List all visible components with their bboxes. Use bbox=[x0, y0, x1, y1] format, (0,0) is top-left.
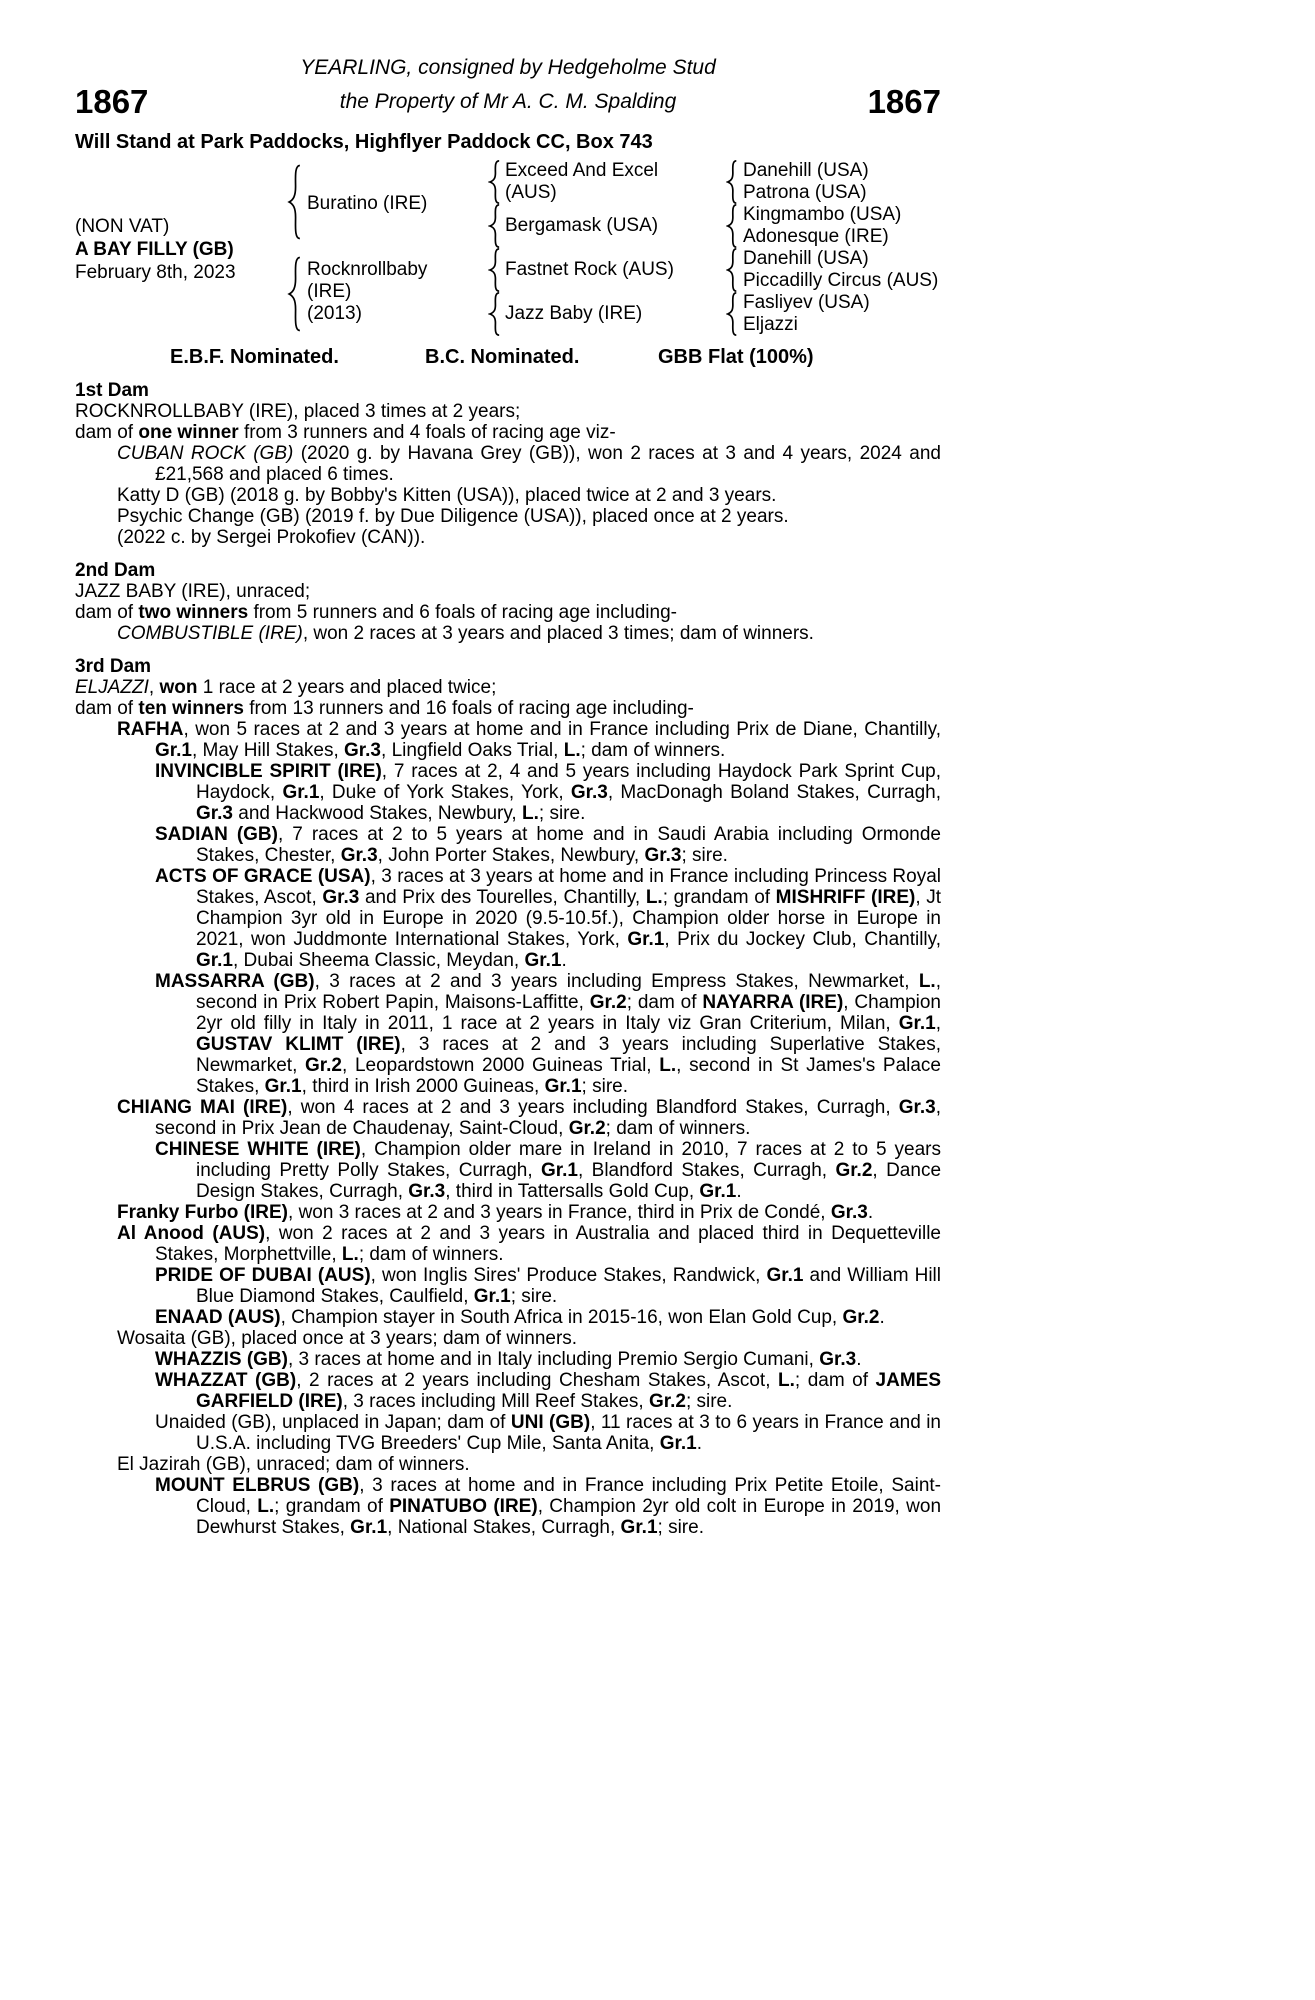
pedigree-brace bbox=[726, 204, 738, 248]
text-segment: ; dam of winners. bbox=[358, 1244, 504, 1265]
text-segment: , second in Prix Robert Papin, Maisons-Laffitte, bbox=[196, 971, 941, 1013]
text-segment: L. bbox=[645, 887, 663, 908]
pedigree-dam-granddam-sire: Fasliyev (USA) bbox=[743, 292, 870, 313]
text-segment: , won 4 races at 2 and 3 years including Blandford Stakes, Curragh, bbox=[287, 1097, 899, 1118]
text-segment: Gr.2 bbox=[568, 1118, 606, 1139]
section-heading: 2nd Dam bbox=[75, 560, 156, 581]
text-segment: , third in Tattersalls Gold Cup, bbox=[445, 1181, 700, 1202]
page-content bbox=[75, 56, 941, 1538]
text-segment: JAZZ BABY (IRE), unraced; bbox=[75, 581, 311, 602]
text-segment: Gr.3 bbox=[830, 1202, 868, 1223]
text-segment: Gr.3 bbox=[898, 1097, 936, 1118]
text-segment: INVINCIBLE SPIRIT (IRE) bbox=[155, 761, 382, 782]
text-segment: ACTS OF GRACE (USA) bbox=[155, 866, 371, 887]
pedigree-paragraph bbox=[75, 698, 941, 719]
text-segment: ; dam of winners. bbox=[605, 1118, 751, 1139]
text-segment: GUSTAV KLIMT (IRE) bbox=[196, 1034, 401, 1055]
text-segment: Gr.1 bbox=[541, 1160, 578, 1181]
dam-section bbox=[75, 656, 941, 1538]
pedigree-paragraph bbox=[75, 1202, 941, 1223]
pedigree-paragraph bbox=[75, 422, 941, 443]
text-segment: ; grandam of bbox=[274, 1496, 390, 1517]
text-segment: Gr.1 bbox=[620, 1517, 658, 1538]
text-segment: , bbox=[935, 1013, 941, 1034]
pedigree-paragraph bbox=[75, 1370, 941, 1412]
text-segment: El Jazirah (GB), unraced; dam of winners. bbox=[117, 1454, 470, 1475]
pedigree-brace bbox=[287, 164, 302, 240]
pedigree-sire-grandsire-dam: Patrona (USA) bbox=[743, 182, 867, 203]
text-segment: (2022 c. by Sergei Prokofiev (CAN)). bbox=[117, 527, 426, 548]
pedigree-paragraph bbox=[75, 1475, 941, 1538]
text-segment: . bbox=[867, 1202, 874, 1223]
pedigree-paragraph bbox=[75, 443, 941, 485]
text-segment: , Champion stayer in South Africa in 2015-16, won Elan Gold Cup, bbox=[280, 1307, 843, 1328]
pedigree-paragraph bbox=[75, 1454, 941, 1475]
text-segment: ROCKNROLLBABY (IRE), placed 3 times at 2 years; bbox=[75, 401, 521, 422]
text-segment: Gr.3 bbox=[570, 782, 608, 803]
text-segment: Gr.1 bbox=[473, 1286, 511, 1307]
lot-header-row bbox=[75, 82, 941, 122]
text-segment: and Hackwood Stakes, Newbury, bbox=[232, 803, 522, 824]
text-segment: . bbox=[879, 1307, 885, 1328]
pedigree-paragraph bbox=[75, 1097, 941, 1139]
pedigree-paragraph bbox=[75, 866, 941, 971]
text-segment: two winners bbox=[138, 602, 249, 623]
text-segment: Gr.3 bbox=[322, 887, 360, 908]
text-segment: (2020 g. by Havana Grey (GB)), won 2 races at 3 and 4 years, 2024 and £21,568 and placed 6 times. bbox=[155, 443, 941, 485]
pedigree-paragraph bbox=[75, 581, 941, 602]
text-segment: Gr.1 bbox=[898, 1013, 936, 1034]
pedigree-sire-grandsire-name-line1: Exceed And Excel bbox=[505, 160, 659, 181]
pedigree-sire-grandsire-name-line2: (AUS) bbox=[505, 182, 557, 203]
text-segment: . bbox=[696, 1433, 702, 1454]
nominations-row bbox=[75, 346, 941, 368]
text-segment: , May Hill Stakes, bbox=[191, 740, 345, 761]
text-segment: , 3 races at 2 and 3 years including Empress Stakes, Newmarket, bbox=[314, 971, 919, 992]
pedigree-paragraph bbox=[75, 761, 941, 824]
pedigree-table bbox=[75, 160, 941, 338]
text-segment: Gr.3 bbox=[340, 845, 378, 866]
text-segment: from 5 runners and 6 foals of racing age including- bbox=[248, 602, 677, 623]
pedigree-paragraph bbox=[75, 623, 941, 644]
text-segment: one winner bbox=[138, 422, 239, 443]
ebf-nomination: E.B.F. Nominated. bbox=[170, 346, 339, 368]
text-segment: 1 race at 2 years and placed twice; bbox=[197, 677, 497, 698]
text-segment: from 13 runners and 16 foals of racing age including- bbox=[243, 698, 694, 719]
text-segment: , National Stakes, Curragh, bbox=[387, 1517, 621, 1538]
text-segment: Gr.2 bbox=[835, 1160, 873, 1181]
text-segment: , 3 races at home and in France including Prix Petite Etoile, Saint-Cloud, bbox=[196, 1475, 941, 1517]
text-segment: dam of bbox=[75, 422, 139, 443]
text-segment: ten winners bbox=[138, 698, 244, 719]
text-segment: NAYARRA (IRE) bbox=[702, 992, 844, 1013]
pedigree-brace bbox=[488, 292, 501, 336]
pedigree-brace bbox=[488, 204, 501, 248]
text-segment: , Duke of York Stakes, York, bbox=[319, 782, 571, 803]
text-segment: L. bbox=[257, 1496, 275, 1517]
pedigree-brace bbox=[726, 160, 738, 204]
text-segment: , Dance Design Stakes, Curragh, bbox=[196, 1160, 942, 1202]
text-segment: Gr.3 bbox=[819, 1349, 857, 1370]
text-segment: dam of bbox=[75, 602, 139, 623]
text-segment: ; sire. bbox=[657, 1517, 704, 1538]
stand-location-line: Will Stand at Park Paddocks, Highflyer Paddock CC, Box 743 bbox=[75, 131, 653, 153]
text-segment: CHINESE WHITE (IRE) bbox=[155, 1139, 361, 1160]
text-segment: Psychic Change (GB) (2019 f. by Due Diligence (USA)), placed once at 2 years. bbox=[117, 506, 789, 527]
text-segment: , 7 races at 2 to 5 years at home and in Saudi Arabia including Ormonde Stakes, Chester, bbox=[196, 824, 941, 866]
text-segment: SADIAN (GB) bbox=[155, 824, 278, 845]
text-segment: , Jt Champion 3yr old in Europe in 2020 (9.5-10.5f.), Champion older horse in Europe in 2021, won Juddmonte International Stakes, York, bbox=[196, 887, 942, 950]
consignor-line: YEARLING, consigned by Hedgeholme Stud bbox=[300, 56, 716, 79]
text-segment: ; dam of bbox=[794, 1370, 876, 1391]
pedigree-horse-name: A BAY FILLY (GB) bbox=[75, 239, 234, 260]
text-segment: L. bbox=[341, 1244, 359, 1265]
text-segment: , won 2 races at 2 and 3 years in Australia and placed third in Dequetteville Stakes, Morphettville, bbox=[155, 1223, 941, 1265]
pedigree-paragraph bbox=[75, 527, 941, 548]
text-segment: , third in Irish 2000 Guineas, bbox=[301, 1076, 545, 1097]
pedigree-dam-name-line1: Rocknrollbaby bbox=[307, 259, 428, 280]
text-segment: ; sire. bbox=[581, 1076, 628, 1097]
dam-section bbox=[75, 560, 941, 644]
text-segment: MOUNT ELBRUS (GB) bbox=[155, 1475, 360, 1496]
pedigree-paragraph bbox=[75, 401, 941, 422]
text-segment: , John Porter Stakes, Newbury, bbox=[377, 845, 645, 866]
text-segment: , Lingfield Oaks Trial, bbox=[381, 740, 564, 761]
text-segment: , 11 races at 3 to 6 years in France and in U.S.A. including TVG Breeders' Cup Mile, Santa Anita, bbox=[196, 1412, 942, 1454]
text-segment: , 3 races at home and in Italy including Premio Sergio Cumani, bbox=[287, 1349, 820, 1370]
pedigree-paragraph bbox=[75, 677, 941, 698]
pedigree-sire-granddam-sire: Kingmambo (USA) bbox=[743, 204, 902, 225]
pedigree-nonvat: (NON VAT) bbox=[75, 216, 170, 237]
text-segment: , Champion older mare in Ireland in 2010, 7 races at 2 to 5 years including Pretty Polly Stakes, Curragh, bbox=[196, 1139, 942, 1181]
text-segment: MASSARRA (GB) bbox=[155, 971, 315, 992]
pedigree-paragraph bbox=[75, 602, 941, 623]
text-segment: L. bbox=[778, 1370, 795, 1391]
pedigree-sire-name: Buratino (IRE) bbox=[307, 193, 428, 214]
text-segment: JAMES GARFIELD (IRE) bbox=[196, 1370, 942, 1412]
text-segment: Gr.2 bbox=[842, 1307, 880, 1328]
gbb-nomination: GBB Flat (100%) bbox=[658, 346, 814, 368]
text-segment: Gr.3 bbox=[644, 845, 682, 866]
bc-nomination: B.C. Nominated. bbox=[425, 346, 580, 368]
text-segment: Gr.1 bbox=[264, 1076, 302, 1097]
pedigree-dam-grandsire-sire: Danehill (USA) bbox=[743, 248, 869, 269]
text-segment: CUBAN ROCK (GB) bbox=[117, 443, 294, 464]
text-segment: won bbox=[159, 677, 198, 698]
dam-section bbox=[75, 380, 941, 548]
text-segment: Gr.1 bbox=[155, 740, 192, 761]
pedigree-sire-granddam-name: Bergamask (USA) bbox=[505, 215, 659, 236]
pedigree-paragraph bbox=[75, 1265, 941, 1307]
text-segment: , 3 races at 2 and 3 years including Superlative Stakes, Newmarket, bbox=[196, 1034, 941, 1076]
text-segment: Gr.1 bbox=[544, 1076, 582, 1097]
text-segment: Gr.1 bbox=[282, 782, 320, 803]
text-segment: from 3 runners and 4 foals of racing age viz- bbox=[238, 422, 616, 443]
pedigree-paragraph bbox=[75, 1307, 941, 1328]
text-segment: , Dubai Sheema Classic, Meydan, bbox=[232, 950, 525, 971]
pedigree-brace bbox=[488, 248, 501, 292]
text-segment: , MacDonagh Boland Stakes, Curragh, bbox=[607, 782, 941, 803]
text-segment: PINATUBO (IRE) bbox=[389, 1496, 538, 1517]
text-segment: , Leopardstown 2000 Guineas Trial, bbox=[342, 1055, 660, 1076]
text-segment: WHAZZAT (GB) bbox=[155, 1370, 297, 1391]
text-segment: , bbox=[148, 677, 160, 698]
section-heading: 3rd Dam bbox=[75, 656, 152, 677]
property-line: the Property of Mr A. C. M. Spalding bbox=[339, 90, 677, 113]
text-segment: , won Inglis Sires' Produce Stakes, Randwick, bbox=[370, 1265, 767, 1286]
pedigree-brace bbox=[726, 248, 738, 292]
text-segment: CHIANG MAI (IRE) bbox=[117, 1097, 288, 1118]
text-segment: and William Hill Blue Diamond Stakes, Caulfield, bbox=[196, 1265, 941, 1307]
text-segment: Unaided (GB), unplaced in Japan; dam of bbox=[155, 1412, 511, 1433]
text-segment: Gr.1 bbox=[766, 1265, 804, 1286]
text-segment: , 7 races at 2, 4 and 5 years including Haydock Park Sprint Cup, Haydock, bbox=[196, 761, 941, 803]
pedigree-paragraph bbox=[75, 1139, 941, 1202]
pedigree-dam-granddam-name: Jazz Baby (IRE) bbox=[505, 303, 643, 324]
text-segment: L. bbox=[563, 740, 581, 761]
text-segment: ; sire. bbox=[510, 1286, 558, 1307]
text-segment: UNI (GB) bbox=[510, 1412, 591, 1433]
text-segment: Gr.1 bbox=[627, 929, 665, 950]
pedigree-dam-name-line2: (IRE) bbox=[307, 281, 352, 302]
text-segment: , second in Prix Jean de Chaudenay, Saint-Cloud, bbox=[155, 1097, 942, 1139]
text-segment: , Prix du Jockey Club, Chantilly, bbox=[664, 929, 942, 950]
text-segment: ; sire. bbox=[538, 803, 586, 824]
pedigree-brace bbox=[287, 256, 302, 332]
text-segment: Gr.1 bbox=[350, 1517, 388, 1538]
pedigree-paragraph bbox=[75, 506, 941, 527]
text-segment: , 2 races at 2 years including Chesham Stakes, Ascot, bbox=[296, 1370, 778, 1391]
text-segment: Gr.1 bbox=[699, 1181, 737, 1202]
text-segment: Gr.2 bbox=[648, 1391, 686, 1412]
text-segment: WHAZZIS (GB) bbox=[155, 1349, 288, 1370]
pedigree-sire-grandsire-sire: Danehill (USA) bbox=[743, 160, 869, 181]
text-segment: and Prix des Tourelles, Chantilly, bbox=[359, 887, 646, 908]
text-segment: ; dam of bbox=[626, 992, 703, 1013]
lot-number-right: 1867 bbox=[867, 83, 941, 120]
text-segment: . bbox=[736, 1181, 742, 1202]
pedigree-paragraph bbox=[75, 719, 941, 761]
catalogue-sections bbox=[75, 380, 941, 1538]
pedigree-dam-granddam-dam: Eljazzi bbox=[743, 314, 798, 335]
text-segment: ELJAZZI bbox=[75, 677, 149, 698]
text-segment: L. bbox=[659, 1055, 677, 1076]
pedigree-foal-date: February 8th, 2023 bbox=[75, 262, 236, 283]
text-segment: Wosaita (GB), placed once at 3 years; dam of winners. bbox=[117, 1328, 578, 1349]
pedigree-paragraph bbox=[75, 1223, 941, 1265]
text-segment: , 3 races at 3 years at home and in France including Princess Royal Stakes, Ascot, bbox=[196, 866, 942, 908]
text-segment: Gr.3 bbox=[408, 1181, 446, 1202]
text-segment: COMBUSTIBLE (IRE) bbox=[117, 623, 303, 644]
text-segment: , Champion 2yr old colt in Europe in 2019, won Dewhurst Stakes, bbox=[196, 1496, 942, 1538]
text-segment: Gr.2 bbox=[589, 992, 627, 1013]
text-segment: , Champion 2yr old filly in Italy in 2011, 1 race at 2 years in Italy viz Gran Criterium, Milan, bbox=[196, 992, 941, 1034]
text-segment: Gr.3 bbox=[344, 740, 382, 761]
text-segment: , won 3 races at 2 and 3 years in France, third in Prix de Condé, bbox=[288, 1202, 831, 1223]
pedigree-dam-name-line3: (2013) bbox=[307, 303, 362, 324]
text-segment: , won 5 races at 2 and 3 years at home and in France including Prix de Diane, Chantilly, bbox=[183, 719, 941, 740]
text-segment: ; dam of winners. bbox=[580, 740, 726, 761]
text-segment: RAFHA bbox=[117, 719, 184, 740]
text-segment: PRIDE OF DUBAI (AUS) bbox=[155, 1265, 371, 1286]
text-segment: Al Anood (AUS) bbox=[117, 1223, 266, 1244]
pedigree-dam-grandsire-dam: Piccadilly Circus (AUS) bbox=[743, 270, 939, 291]
pedigree-paragraph bbox=[75, 824, 941, 866]
text-segment: Gr.1 bbox=[196, 950, 233, 971]
text-segment: L. bbox=[918, 971, 936, 992]
lot-number-left: 1867 bbox=[75, 83, 149, 120]
pedigree-paragraph bbox=[75, 971, 941, 1097]
text-segment: Katty D (GB) (2018 g. by Bobby's Kitten (USA)), placed twice at 2 and 3 years. bbox=[117, 485, 777, 506]
section-heading: 1st Dam bbox=[75, 380, 149, 401]
text-segment: Gr.2 bbox=[305, 1055, 343, 1076]
text-segment: Gr.1 bbox=[524, 950, 562, 971]
text-segment: dam of bbox=[75, 698, 139, 719]
pedigree-brace bbox=[726, 292, 738, 336]
pedigree-paragraph bbox=[75, 1349, 941, 1370]
text-segment: . bbox=[561, 950, 567, 971]
text-segment: , won 2 races at 3 years and placed 3 times; dam of winners. bbox=[302, 623, 814, 644]
text-segment: Franky Furbo (IRE) bbox=[117, 1202, 289, 1223]
text-segment: Gr.1 bbox=[659, 1433, 697, 1454]
text-segment: ; sire. bbox=[681, 845, 728, 866]
pedigree-paragraph bbox=[75, 485, 941, 506]
text-segment: ; grandam of bbox=[662, 887, 776, 908]
text-segment: MISHRIFF (IRE) bbox=[775, 887, 916, 908]
text-segment: ; sire. bbox=[685, 1391, 733, 1412]
pedigree-dam-grandsire-name: Fastnet Rock (AUS) bbox=[505, 259, 674, 280]
text-segment: ENAAD (AUS) bbox=[155, 1307, 281, 1328]
pedigree-paragraph bbox=[75, 1412, 941, 1454]
text-segment: , 3 races including Mill Reef Stakes, bbox=[342, 1391, 649, 1412]
pedigree-paragraph bbox=[75, 1328, 941, 1349]
text-segment: , Blandford Stakes, Curragh, bbox=[578, 1160, 836, 1181]
pedigree-sire-granddam-dam: Adonesque (IRE) bbox=[743, 226, 889, 247]
pedigree-brace bbox=[488, 160, 501, 204]
text-segment: , second in St James's Palace Stakes, bbox=[196, 1055, 941, 1097]
text-segment: L. bbox=[522, 803, 539, 824]
text-segment: Gr.3 bbox=[196, 803, 233, 824]
text-segment: . bbox=[856, 1349, 862, 1370]
